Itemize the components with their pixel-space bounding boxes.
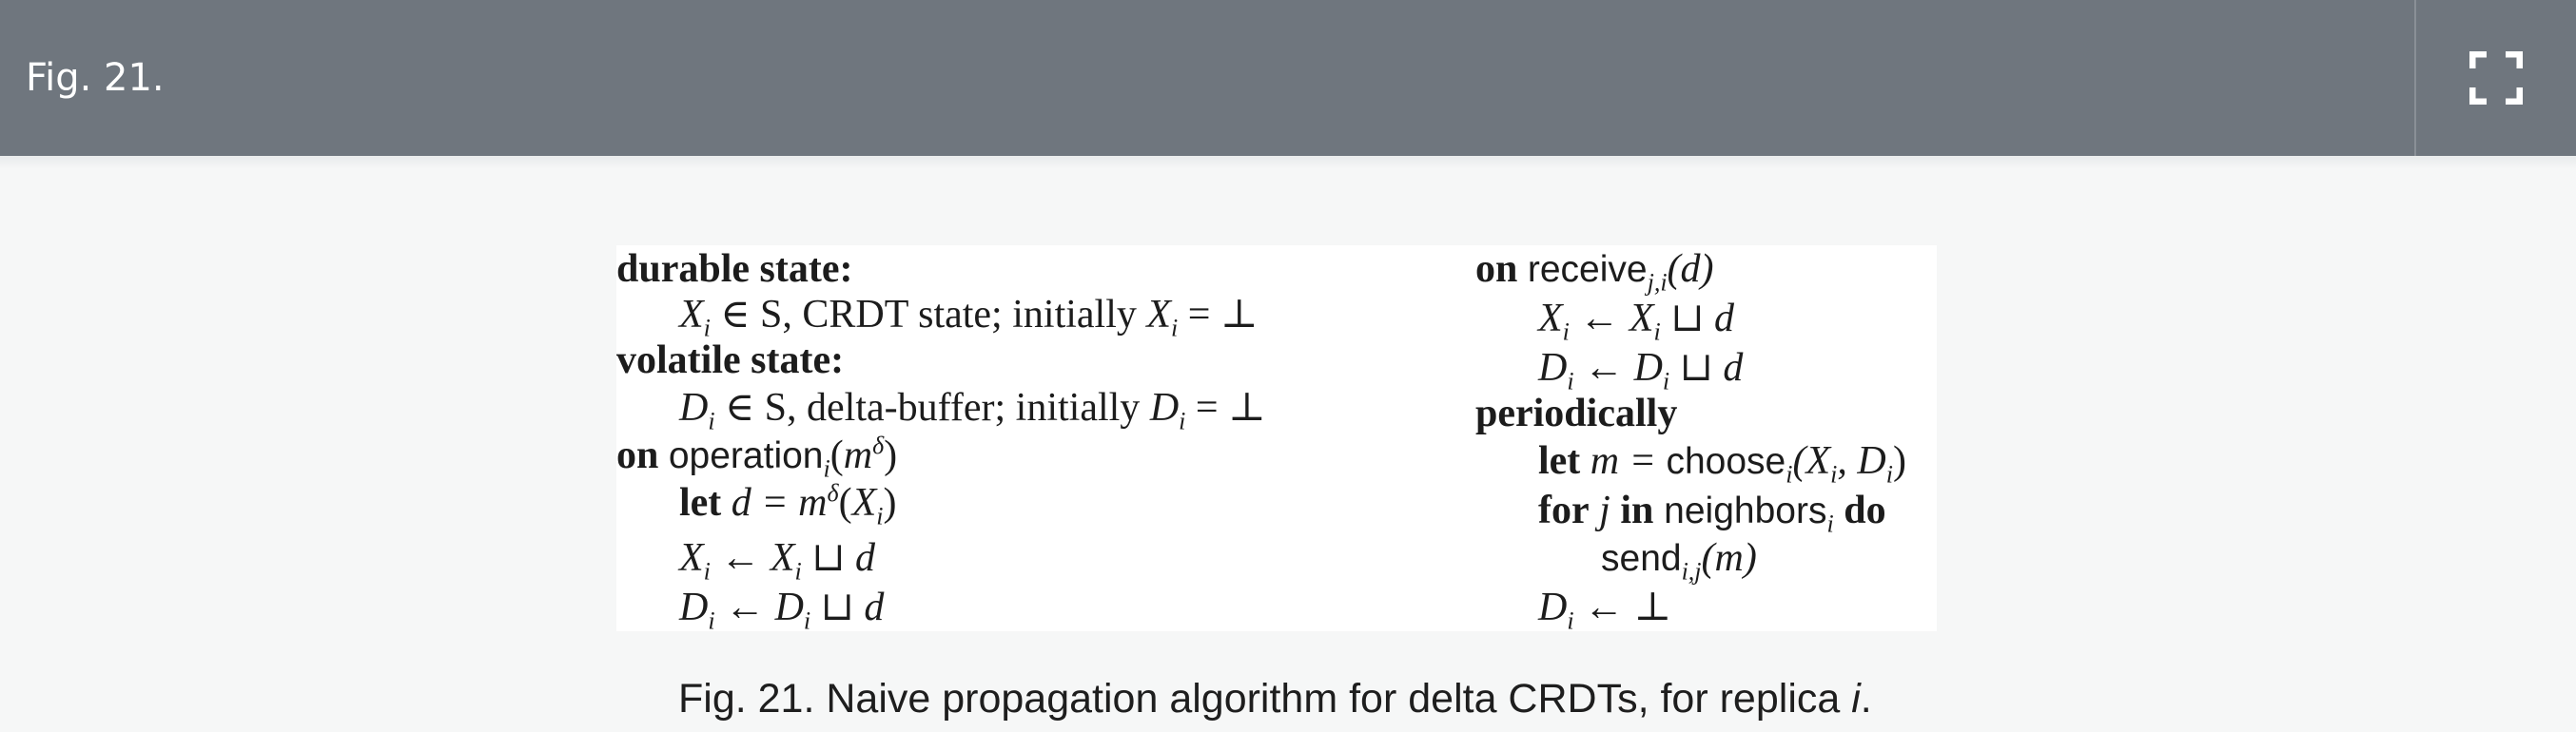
let-d-line: let $d = m^\delta(X_i)$ [679, 479, 897, 530]
receive-update-x-line: $X_i$ ← $X_i$ ⊔ d [1538, 297, 1734, 346]
on-operation-line: on $operation_i(m^\delta)$ [616, 432, 898, 483]
expand-fullscreen-button[interactable] [2416, 0, 2576, 156]
caption-label: Fig. 21. [678, 676, 815, 722]
let-m-line: let $m = choose_i(X_i$, $D_i$) [1538, 439, 1906, 489]
caption-replica-var: i [1851, 676, 1861, 722]
receive-update-d-line: $D_i$ ← $D_i$ ⊔ d [1538, 346, 1744, 395]
volatile-state-heading: volatile state: [616, 338, 845, 382]
figure-header [0, 0, 2576, 156]
figure-caption [678, 671, 1872, 726]
header-shadow [0, 156, 2576, 169]
send-line: send$_{i,j}$(m) [1601, 536, 1757, 586]
caption-text: Naive propagation algorithm for delta CRDTs, for replica [814, 676, 1852, 722]
figure-title: Fig. 21. [26, 56, 165, 100]
for-neighbors-line: for j in neighbors$_i$ do [1538, 489, 1886, 538]
update-d-line: $D_i$ ← $D_i$ ⊔ d [679, 586, 885, 635]
periodically-heading: periodically [1475, 392, 1678, 435]
update-x-line: $X_i$ ← $X_i$ ⊔ d [679, 536, 875, 586]
algorithm-figure [616, 245, 1937, 635]
on-receive-line: on receive$_{j,i}$(d) [1475, 247, 1714, 297]
volatile-state-line: $D_i$ ∈ S, delta-buffer; initially $D_i$ = ⊥ [679, 386, 1266, 435]
fullscreen-expand-icon [2469, 51, 2523, 105]
durable-state-heading: durable state: [616, 247, 853, 291]
caption-end: . [1860, 676, 1872, 722]
durable-state-line: $X_i$ ∈ S, CRDT state; initially $X_i$ = ⊥ [679, 293, 1259, 342]
reset-buffer-line: $D_i$ ← ⊥ [1538, 586, 1672, 635]
